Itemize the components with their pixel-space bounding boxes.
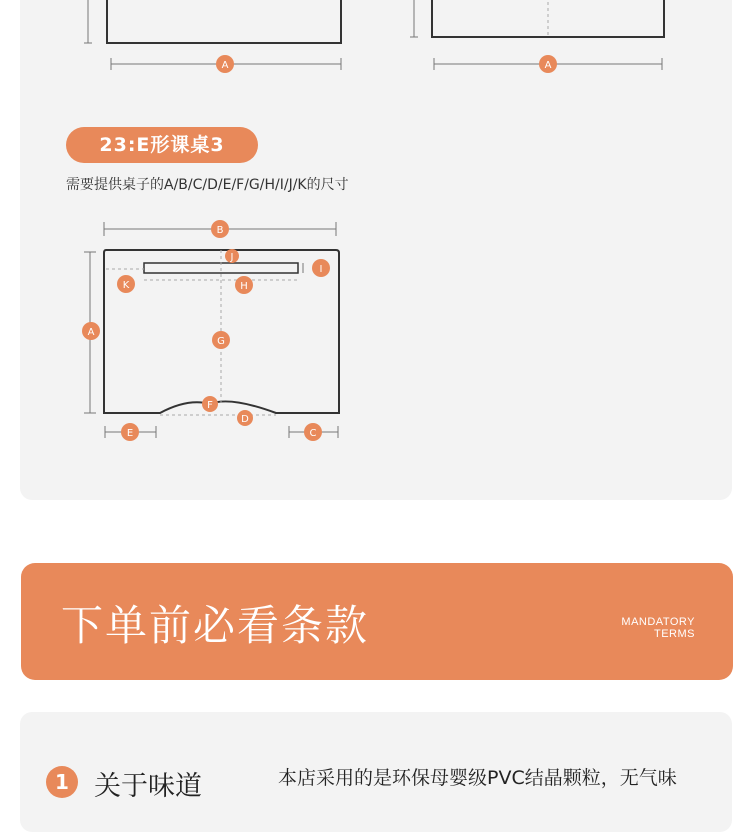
banner-subtitle-line2: TERMS	[654, 628, 695, 640]
svg-text:D: D	[241, 414, 249, 425]
svg-text:I: I	[319, 264, 323, 275]
svg-text:H: H	[240, 281, 248, 292]
top-right-table-outline	[432, 0, 664, 37]
top-left-table-outline	[107, 0, 341, 43]
term-description: 本店采用的是环保母婴级PVC结晶颗粒，无气味	[278, 767, 677, 789]
e-desk-diagram	[82, 220, 339, 441]
svg-text:E: E	[126, 428, 134, 439]
svg-text:A: A	[221, 60, 229, 71]
dimension-instruction: 需要提供桌子的A/B/C/D/E/F/G/H/I/J/K的尺寸	[66, 177, 349, 193]
term-number-badge: 1	[46, 766, 78, 798]
svg-text:J: J	[230, 252, 234, 263]
svg-text:A: A	[544, 60, 552, 71]
section-tag: 23:E形课桌3	[66, 127, 258, 163]
svg-text:A: A	[87, 327, 95, 338]
top-right-diagram	[410, 0, 664, 73]
top-left-diagram	[84, 0, 341, 73]
banner-subtitle	[575, 616, 695, 640]
term-title: 关于味道	[94, 771, 202, 802]
svg-text:K: K	[122, 280, 130, 291]
svg-text:F: F	[207, 400, 213, 411]
svg-text:G: G	[217, 336, 225, 347]
banner-title: 下单前必看条款	[61, 601, 370, 650]
svg-text:C: C	[309, 428, 317, 439]
banner-subtitle-line1: MANDATORY	[621, 616, 695, 628]
svg-text:B: B	[216, 225, 224, 236]
terms-banner	[21, 563, 733, 680]
